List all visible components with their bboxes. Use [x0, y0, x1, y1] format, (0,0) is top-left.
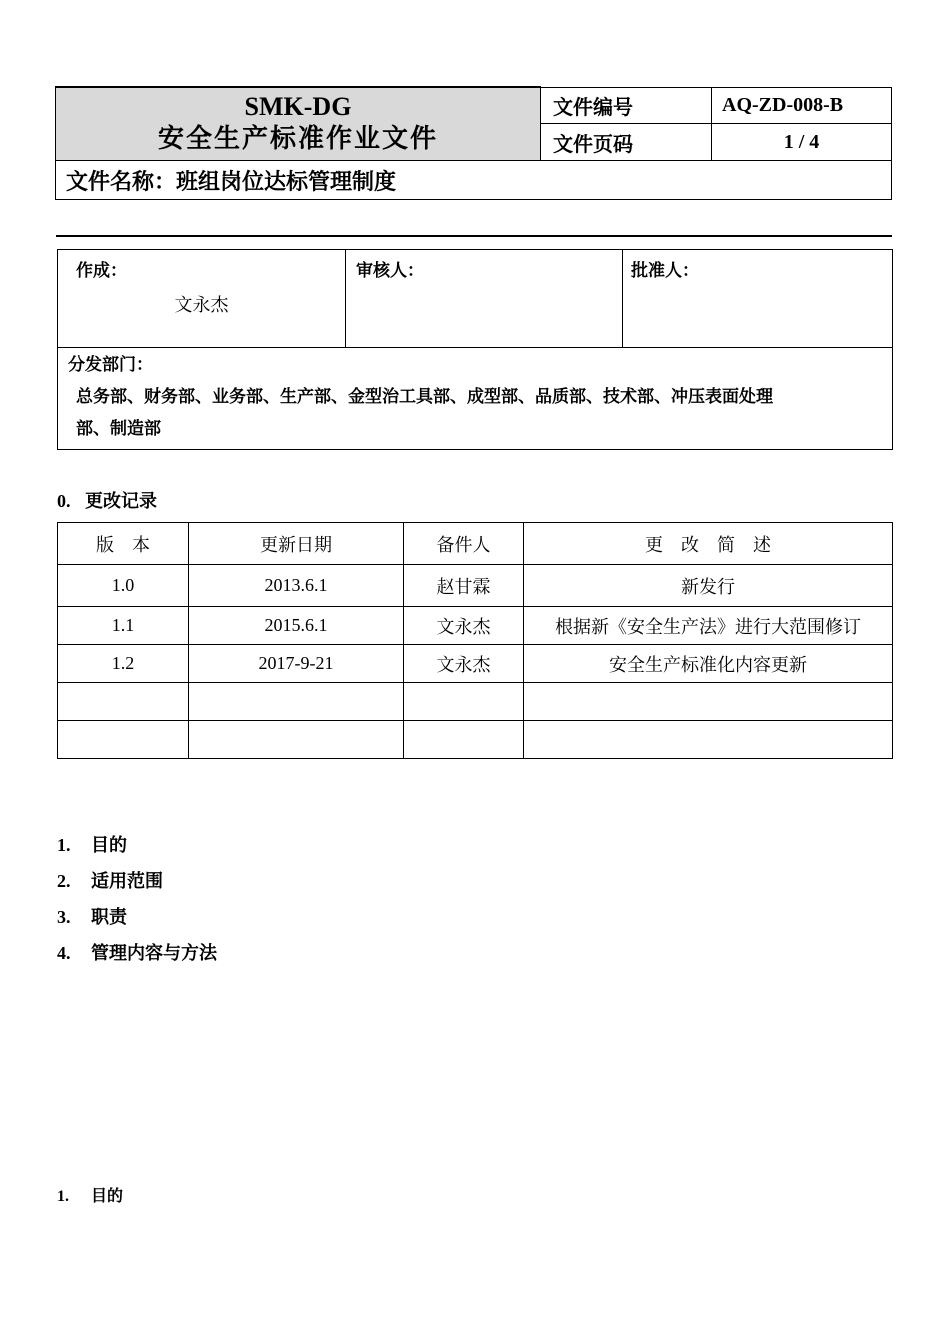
cell-author: [404, 721, 524, 759]
section-title: 目的: [91, 1188, 124, 1205]
section-number: 1.: [57, 1188, 69, 1205]
cell-date: 2015.6.1: [189, 607, 404, 645]
item-number: 4.: [57, 943, 71, 963]
document-type: 安全生产标准作业文件: [157, 124, 438, 153]
approval-table: [57, 249, 893, 450]
item-number: 3.: [57, 907, 71, 927]
reviewer-cell: [346, 250, 623, 348]
document-header: [55, 86, 892, 200]
revision-section-number: 0.: [57, 491, 71, 511]
revision-section-title: 更改记录: [85, 491, 157, 511]
company-cell: [56, 87, 541, 161]
table-row: [58, 683, 893, 721]
distribution-label: 分发部门：: [68, 355, 153, 374]
approver-cell: [623, 250, 893, 348]
revision-header-row: [58, 523, 893, 565]
col-version: 版 本: [58, 523, 189, 565]
col-description: 更 改 简 述: [524, 523, 893, 565]
item-number: 2.: [57, 871, 71, 891]
list-item: [57, 940, 217, 976]
approver-label: 批准人：: [631, 261, 699, 280]
doc-number-label: 文件编号: [541, 87, 712, 124]
cell-version: [58, 721, 189, 759]
cell-author: 文永杰: [404, 607, 524, 645]
author-label: 作成：: [76, 261, 127, 280]
list-item: [57, 868, 217, 904]
cell-author: 文永杰: [404, 645, 524, 683]
page-label: 文件页码: [541, 124, 712, 161]
list-item: [57, 904, 217, 940]
reviewer-label: 审核人：: [356, 261, 424, 280]
cell-date: 2017-9-21: [189, 645, 404, 683]
divider: [56, 235, 892, 237]
document-name: 文件名称：班组岗位达标管理制度: [56, 161, 892, 200]
cell-description: [524, 683, 893, 721]
item-title: 适用范围: [91, 871, 163, 891]
doc-number: AQ-ZD-008-B: [712, 87, 892, 124]
cell-author: 赵甘霖: [404, 565, 524, 607]
cell-version: 1.0: [58, 565, 189, 607]
cell-date: [189, 683, 404, 721]
item-title: 职责: [91, 907, 127, 927]
cell-description: 安全生产标准化内容更新: [524, 645, 893, 683]
cell-date: 2013.6.1: [189, 565, 404, 607]
table-row: [58, 607, 893, 645]
item-title: 管理内容与方法: [91, 943, 217, 963]
revision-heading: [57, 487, 157, 513]
item-number: 1.: [57, 835, 71, 855]
cell-description: [524, 721, 893, 759]
col-date: 更新日期: [189, 523, 404, 565]
list-item: [57, 832, 217, 868]
table-row: [58, 721, 893, 759]
cell-description: 根据新《安全生产法》进行大范围修订: [524, 607, 893, 645]
col-author: 备件人: [404, 523, 524, 565]
cell-description: 新发行: [524, 565, 893, 607]
cell-version: 1.2: [58, 645, 189, 683]
table-row: [58, 565, 893, 607]
cell-author: [404, 683, 524, 721]
distribution-departments-line1: 总务部、财务部、业务部、生产部、金型治工具部、成型部、品质部、技术部、冲压表面处理: [76, 387, 773, 406]
distribution-cell: [58, 348, 893, 450]
distribution-departments-line2: 部、制造部: [76, 419, 161, 438]
section-heading-purpose: [57, 1183, 123, 1206]
table-row: [58, 645, 893, 683]
revision-table: [57, 522, 893, 759]
cell-version: [58, 683, 189, 721]
cell-version: 1.1: [58, 607, 189, 645]
page-number: 1 / 4: [712, 124, 892, 161]
cell-date: [189, 721, 404, 759]
company-name: SMK-DG: [244, 92, 352, 121]
item-title: 目的: [91, 835, 127, 855]
author-name: 文永杰: [174, 295, 229, 315]
author-cell: [58, 250, 346, 348]
contents-list: [57, 832, 217, 976]
